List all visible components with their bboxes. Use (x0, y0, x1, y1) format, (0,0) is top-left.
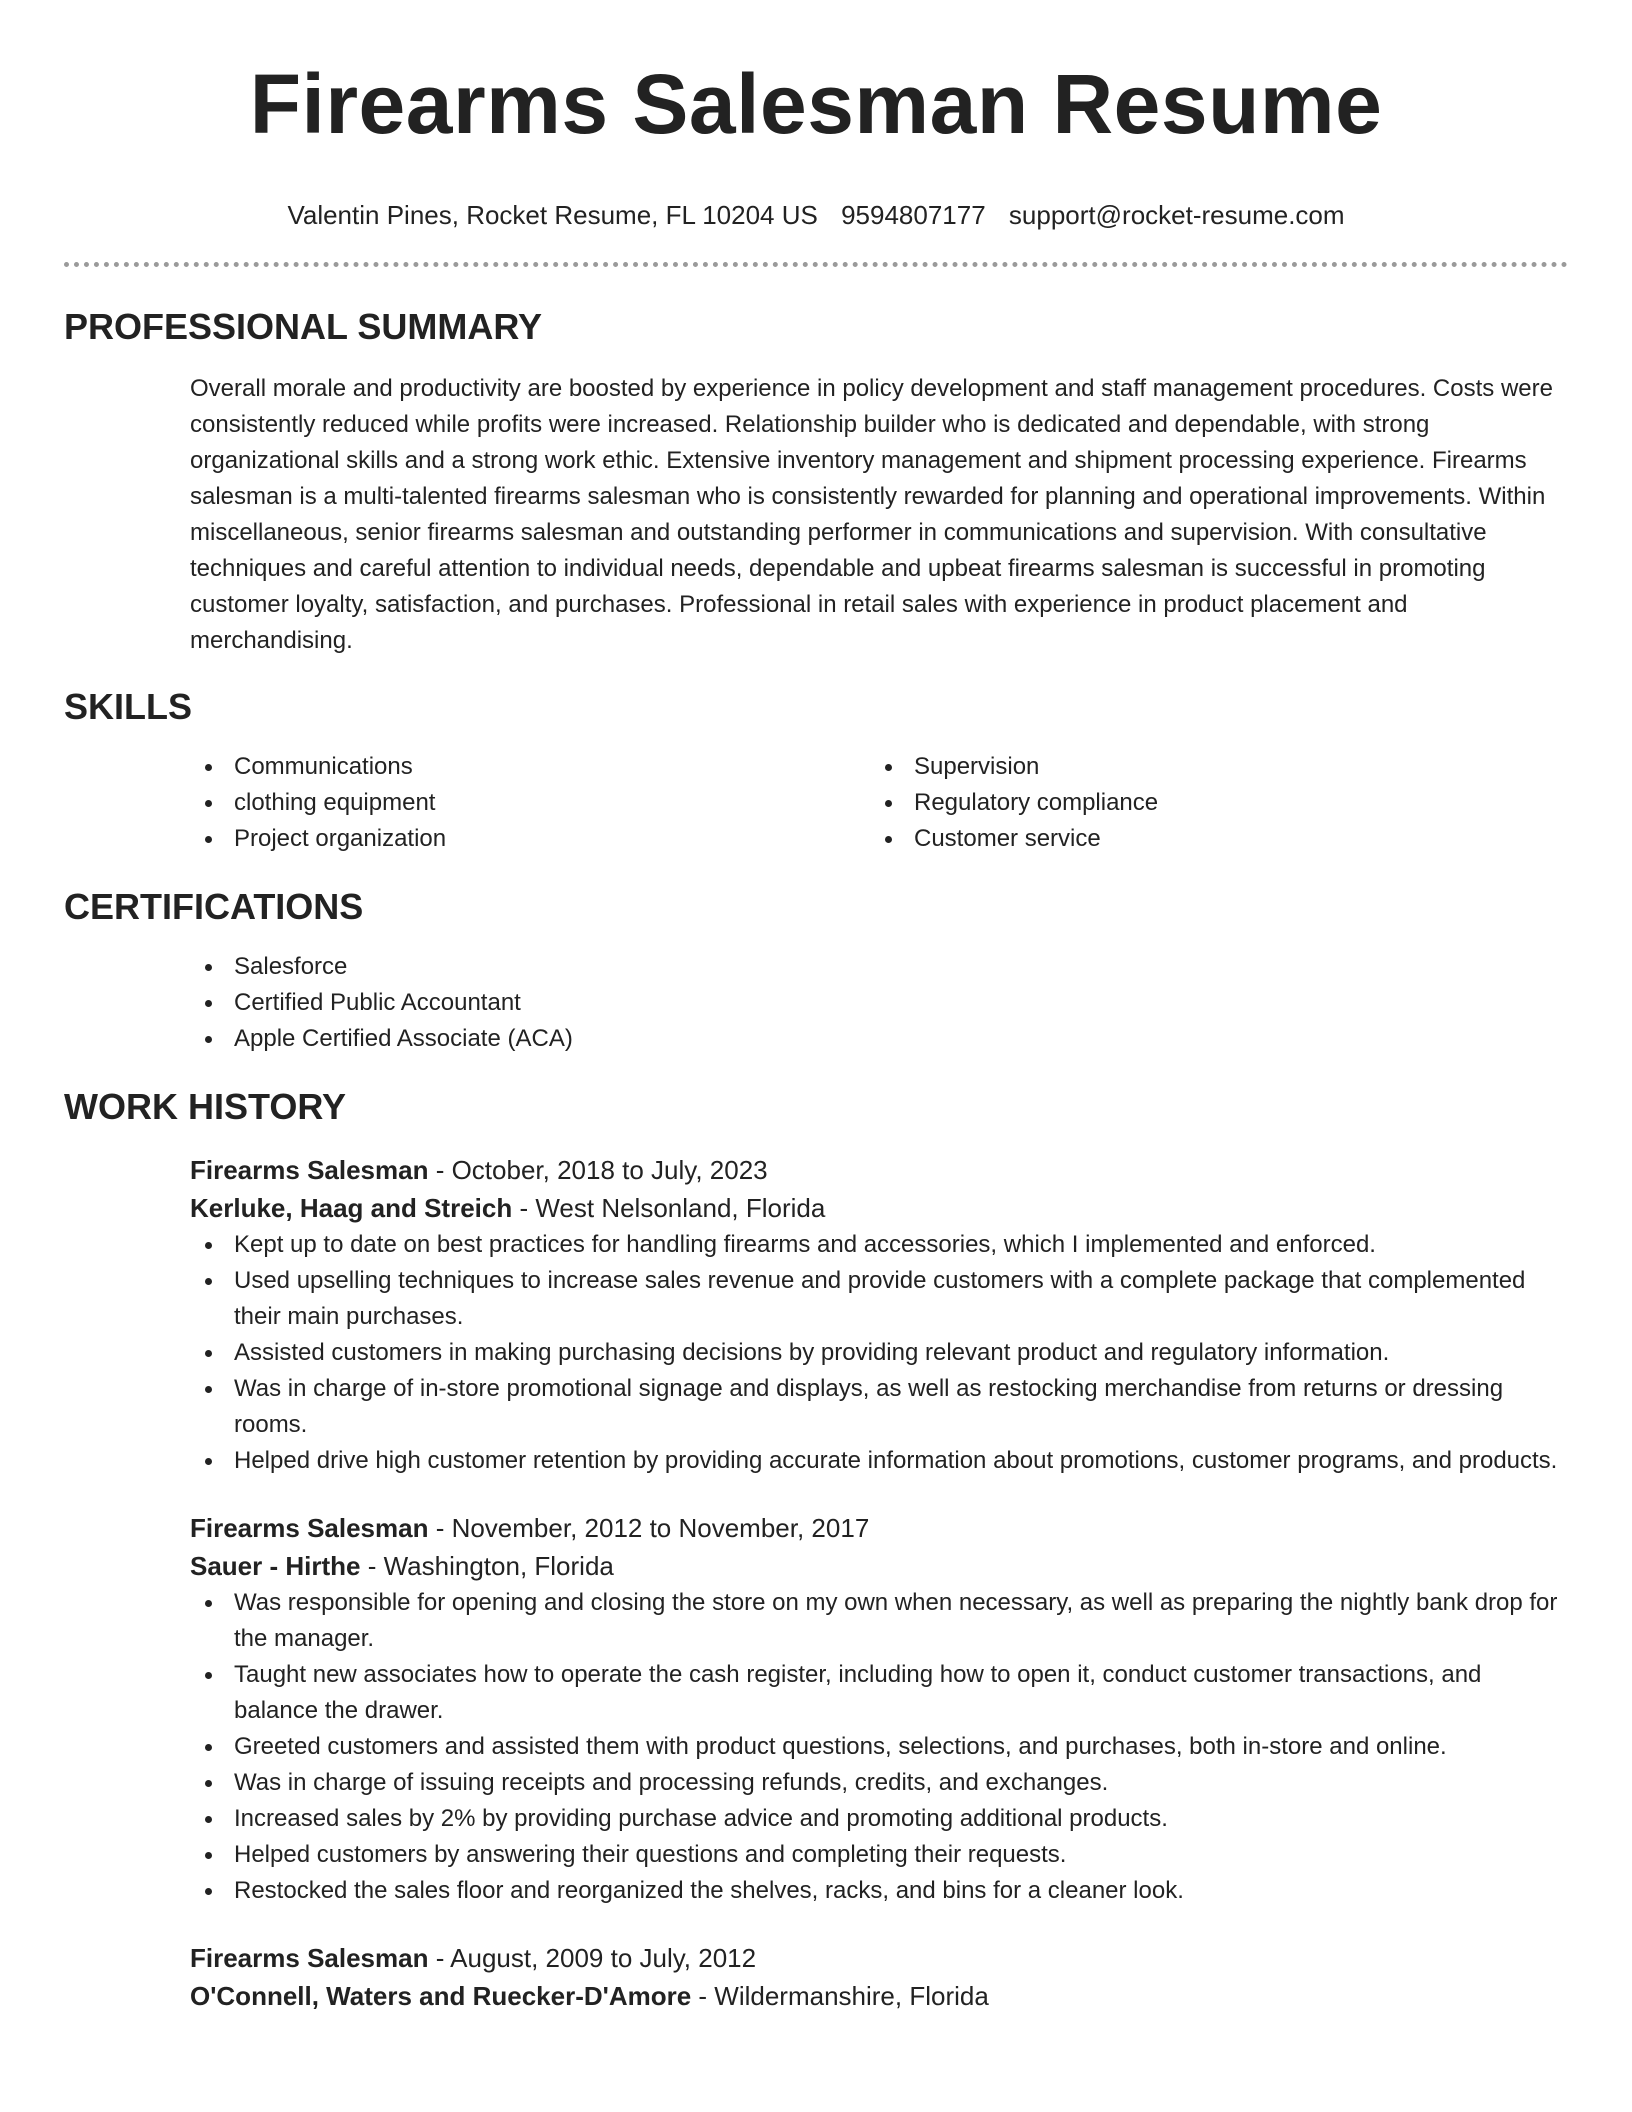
job-bullet: Helped drive high customer retention by providing accurate information about promotions, customer programs, and products. (190, 1443, 1568, 1479)
skills-heading: SKILLS (64, 686, 193, 727)
skill-item: Project organization (190, 821, 870, 857)
job-bullets (190, 1585, 1568, 1909)
skill-item: Customer service (870, 821, 1550, 857)
skill-item: clothing equipment (190, 785, 870, 821)
work-history-heading: WORK HISTORY (64, 1086, 347, 1127)
certifications-list (190, 949, 1568, 1057)
job-dates: - November, 2012 to November, 2017 (428, 1513, 870, 1543)
job-location: - West Nelsonland, Florida (512, 1193, 826, 1223)
header-divider (64, 262, 1568, 267)
job-location: - Washington, Florida (360, 1551, 614, 1581)
job-title: Firearms Salesman (190, 1943, 429, 1973)
summary-text: Overall morale and productivity are boosted by experience in policy development and staff management procedures. Costs were consistently reduced while profits were increased. Relationship builder who is dedicated and dependable, with strong organizational skills and a strong work ethic. Extensive inventory management and shipment processing experience. Firearms salesman is a multi-talented firearms salesman who is consistently rewarded for planning and operational improvements. Within miscellaneous, senior firearms salesman and outstanding performer in communications and supervision. With consultative techniques and careful attention to individual needs, dependable and upbeat firearms salesman is successful in promoting customer loyalty, satisfaction, and purchases. Professional in retail sales with experience in product placement and merchandising. (190, 375, 1553, 654)
skills-column-right (870, 749, 1550, 857)
certification-item: Salesforce (190, 949, 1568, 985)
job-bullet: Assisted customers in making purchasing decisions by providing relevant product and regulatory information. (190, 1335, 1568, 1371)
job-bullet: Used upselling techniques to increase sales revenue and provide customers with a complete package that complemented their main purchases. (190, 1263, 1568, 1335)
skill-item: Supervision (870, 749, 1550, 785)
resume-title: Firearms Salesman Resume (249, 57, 1383, 151)
job-company: O'Connell, Waters and Ruecker-D'Amore (190, 1981, 692, 2011)
job-bullet: Restocked the sales floor and reorganized the shelves, racks, and bins for a cleaner look. (190, 1873, 1568, 1909)
job-bullets (190, 1227, 1568, 1479)
job-company: Sauer - Hirthe (190, 1551, 361, 1581)
job-bullet: Was responsible for opening and closing the store on my own when necessary, as well as preparing the nightly bank drop for the manager. (190, 1585, 1568, 1657)
job-title-line (190, 1939, 1568, 1977)
contact-phone: 9594807177 (841, 200, 986, 230)
skill-item: Regulatory compliance (870, 785, 1550, 821)
job-title-line (190, 1151, 1568, 1189)
job-title-line (190, 1509, 1568, 1547)
skill-item: Communications (190, 749, 870, 785)
job-company-line (190, 1977, 1568, 2015)
job-entry (190, 1509, 1568, 1909)
job-bullet: Greeted customers and assisted them with product questions, selections, and purchases, both in-store and online. (190, 1729, 1568, 1765)
job-bullet: Increased sales by 2% by providing purchase advice and promoting additional products. (190, 1801, 1568, 1837)
job-bullet: Was in charge of issuing receipts and processing refunds, credits, and exchanges. (190, 1765, 1568, 1801)
certifications-heading: CERTIFICATIONS (64, 886, 364, 927)
job-company-line (190, 1189, 1568, 1227)
job-company-line (190, 1547, 1568, 1585)
job-title: Firearms Salesman (190, 1155, 429, 1185)
contact-line (64, 198, 1568, 232)
job-entry (190, 1939, 1568, 2015)
job-location: - Wildermanshire, Florida (691, 1981, 989, 2011)
certification-item: Certified Public Accountant (190, 985, 1568, 1021)
job-bullet: Was in charge of in-store promotional signage and displays, as well as restocking merchandise from returns or dressing rooms. (190, 1371, 1568, 1443)
certification-item: Apple Certified Associate (ACA) (190, 1021, 1568, 1057)
job-bullet: Taught new associates how to operate the cash register, including how to open it, conduct customer transactions, and balance the drawer. (190, 1657, 1568, 1729)
job-bullet: Kept up to date on best practices for handling firearms and accessories, which I implemented and enforced. (190, 1227, 1568, 1263)
contact-email: support@rocket-resume.com (1008, 200, 1345, 230)
summary-heading: PROFESSIONAL SUMMARY (64, 306, 543, 347)
job-company: Kerluke, Haag and Streich (190, 1193, 513, 1223)
contact-address: Valentin Pines, Rocket Resume, FL 10204 US (287, 200, 818, 230)
job-bullet: Helped customers by answering their questions and completing their requests. (190, 1837, 1568, 1873)
job-title: Firearms Salesman (190, 1513, 429, 1543)
job-entry (190, 1151, 1568, 1479)
job-dates: - August, 2009 to July, 2012 (428, 1943, 757, 1973)
job-dates: - October, 2018 to July, 2023 (428, 1155, 768, 1185)
skills-list (190, 749, 1568, 857)
skills-column-left (190, 749, 870, 857)
